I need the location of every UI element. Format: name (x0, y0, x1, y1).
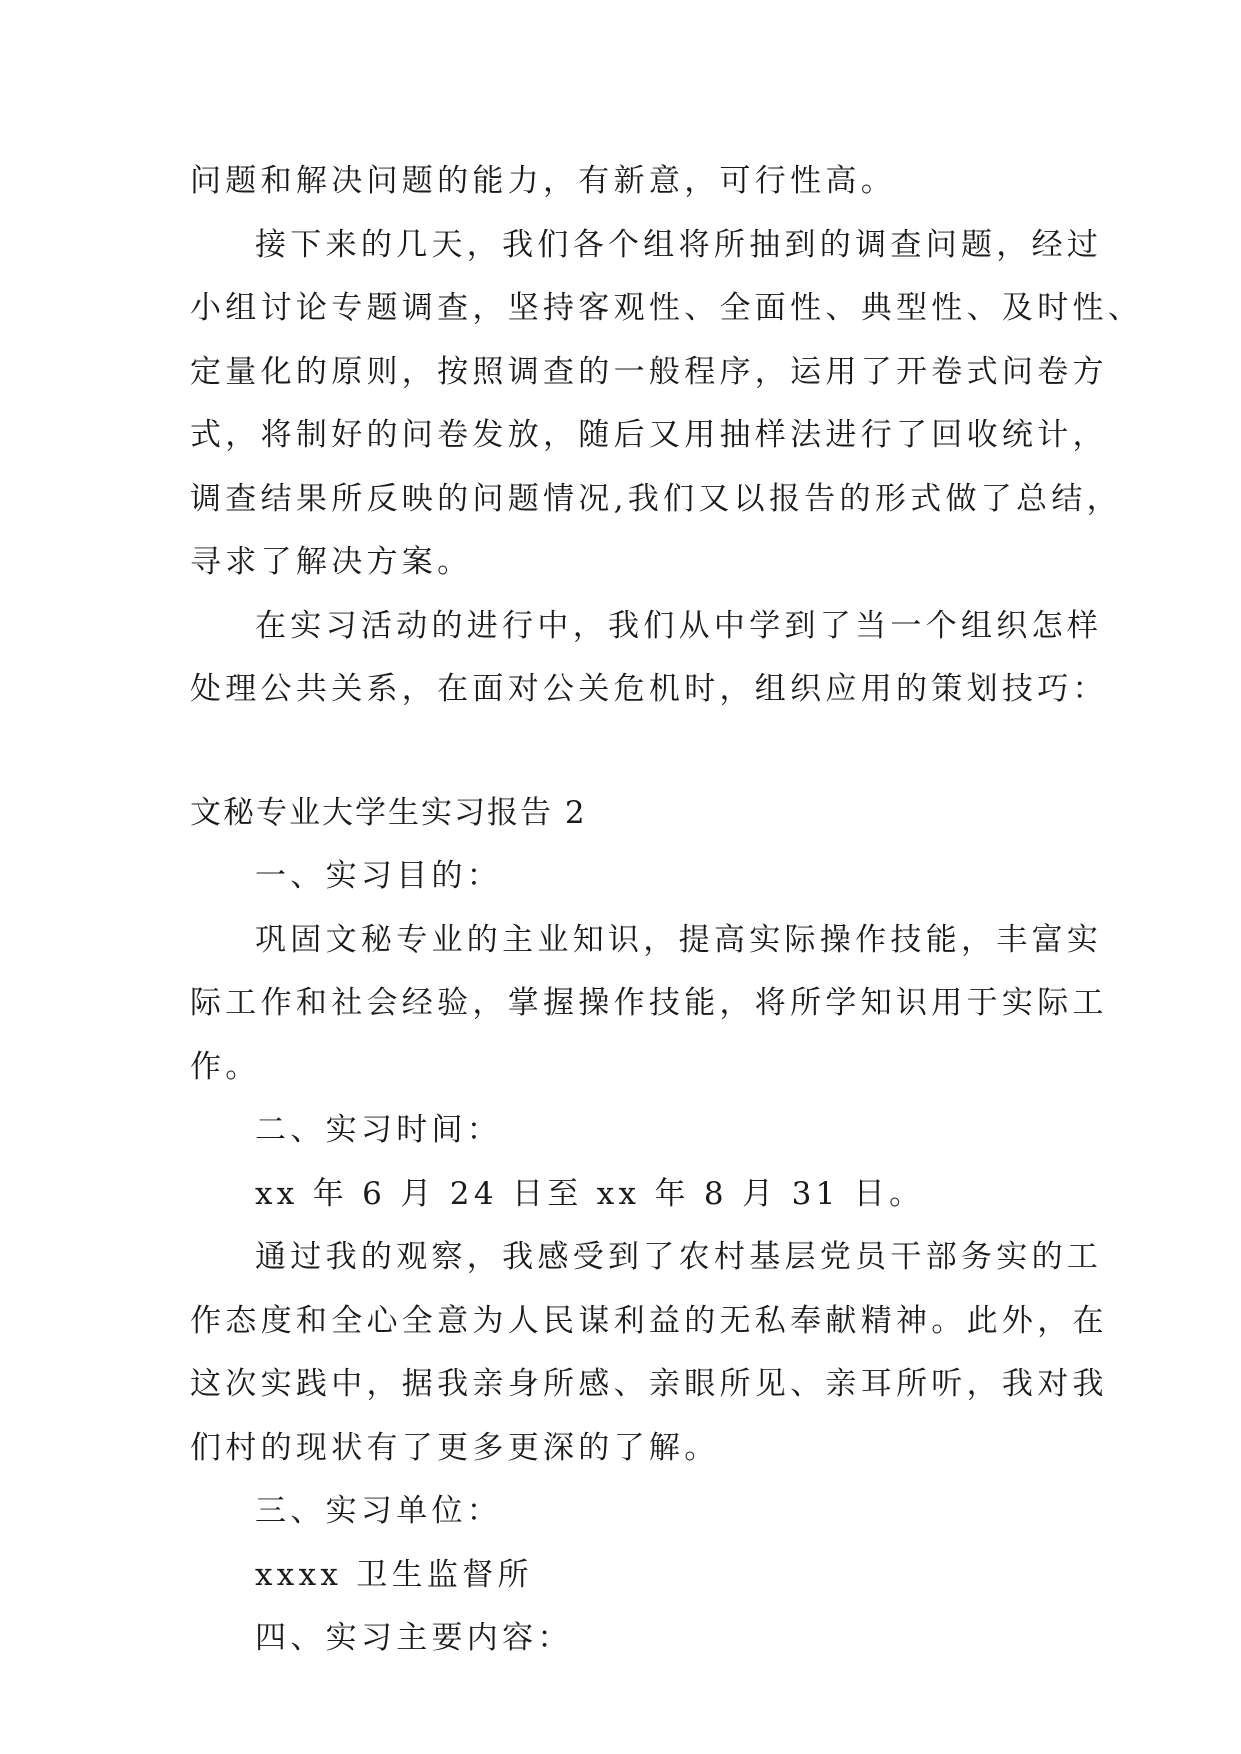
paragraph-line: 通过我的观察，我感受到了农村基层党员干部务实的工 (255, 1239, 1103, 1275)
paragraph-line: 这次实践中，据我亲身所感、亲眼所见、亲耳所听，我对我 (190, 1366, 1108, 1402)
paragraph-line: 巩固文秘专业的主业知识，提高实际操作技能，丰富实 (255, 921, 1103, 958)
heading-line: 四、实习主要内容： (255, 1620, 573, 1656)
heading-line: 二、实习时间： (255, 1112, 503, 1148)
paragraph-line: xx 年 6 月 24 日至 xx 年 8 月 31 日。 (255, 1175, 925, 1212)
paragraph-line: 作。 (190, 1048, 261, 1085)
document-body (190, 150, 1144, 1671)
paragraph-line: 处理公共关系，在面对公关危机时，组织应用的策划技巧： (190, 671, 1108, 707)
paragraph-line: 定量化的原则，按照调查的一般程序，运用了开卷式问卷方 (190, 353, 1108, 390)
paragraph-line: 寻求了解决方案。 (190, 544, 473, 580)
paragraph-line: 调查结果所反映的问题情况,我们又以报告的形式做了总结， (190, 480, 1122, 517)
heading-line: 一、实习目的： (255, 858, 503, 894)
section-gap (190, 722, 1070, 782)
paragraph-line: xxxx 卫生监督所 (255, 1556, 533, 1593)
paragraph-line: 式，将制好的问卷发放，随后又用抽样法进行了回收统计， (190, 417, 1108, 453)
heading-line: 三、实习单位： (255, 1493, 503, 1529)
section-title: 文秘专业大学生实习报告 2 (190, 794, 587, 831)
paragraph-line: 际工作和社会经验，掌握操作技能，将所学知识用于实际工 (190, 985, 1108, 1021)
paragraph-line: 接下来的几天，我们各个组将所抽到的调查问题，经过 (255, 226, 1103, 263)
paragraph-line: 作态度和全心全意为人民谋利益的无私奉献精神。此外，在 (190, 1302, 1108, 1339)
paragraph-line: 们村的现状有了更多更深的了解。 (190, 1429, 720, 1466)
paragraph-line: 问题和解决问题的能力，有新意，可行性高。 (190, 163, 896, 199)
paragraph-line: 小组讨论专题调查，坚持客观性、全面性、典型性、及时性、 (190, 290, 1144, 326)
paragraph-line: 在实习活动的进行中，我们从中学到了当一个组织怎样 (255, 607, 1103, 644)
